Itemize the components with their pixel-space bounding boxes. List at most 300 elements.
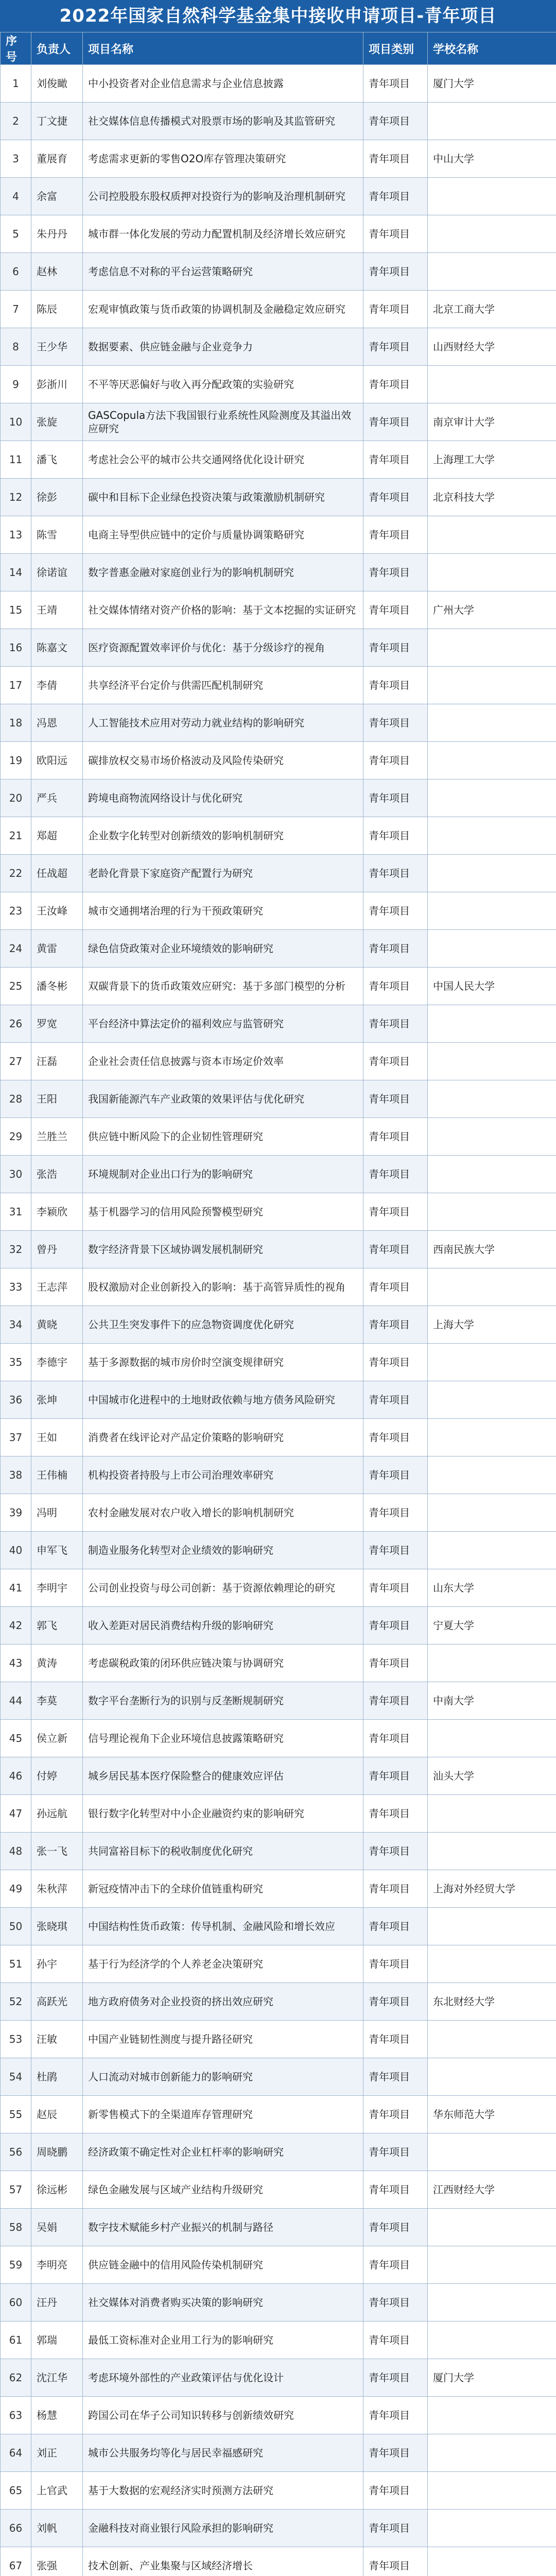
cell-person: 黄晓: [31, 1306, 83, 1344]
cell-title: 数字普惠金融对家庭创业行为的影响机制研究: [83, 554, 363, 591]
cell-school: 山东大学: [428, 1569, 556, 1607]
cell-category: 青年项目: [363, 1682, 428, 1720]
cell-no: 16: [1, 629, 31, 667]
cell-person: 潘冬彬: [31, 968, 83, 1005]
cell-title: 平台经济中算法定价的福利效应与监管研究: [83, 1005, 363, 1043]
table-row: [1, 1682, 556, 1720]
cell-category: 青年项目: [363, 968, 428, 1005]
cell-title: 环境规制对企业出口行为的影响研究: [83, 1156, 363, 1193]
table-row: [1, 1833, 556, 1870]
cell-title: 地方政府债务对企业投资的挤出效应研究: [83, 1983, 363, 2021]
cell-title: 新冠疫情冲击下的全球价值链重构研究: [83, 1870, 363, 1908]
table-row: [1, 140, 556, 178]
cell-title: 考虑社会公平的城市公共交通网络优化设计研究: [83, 441, 363, 479]
table-row: [1, 1532, 556, 1569]
table-row: [1, 1268, 556, 1306]
table-row: [1, 629, 556, 667]
cell-category: 青年项目: [363, 742, 428, 779]
cell-category: 青年项目: [363, 2321, 428, 2359]
cell-no: 43: [1, 1645, 31, 1682]
cell-person: 刘正: [31, 2434, 83, 2472]
cell-category: 青年项目: [363, 2510, 428, 2547]
cell-school: [428, 1381, 556, 1419]
cell-category: 青年项目: [363, 1231, 428, 1268]
cell-title: 供应链中断风险下的企业韧性管理研究: [83, 1118, 363, 1156]
cell-no: 54: [1, 2058, 31, 2096]
table-row: [1, 2246, 556, 2284]
cell-school: [428, 2547, 556, 2576]
cell-person: 李莫: [31, 1682, 83, 1720]
table-row: [1, 2434, 556, 2472]
cell-school: [428, 366, 556, 403]
cell-no: 38: [1, 1456, 31, 1494]
cell-no: 63: [1, 2397, 31, 2434]
cell-title: 人口流动对城市创新能力的影响研究: [83, 2058, 363, 2096]
cell-title: 供应链金融中的信用风险传染机制研究: [83, 2246, 363, 2284]
table-row: [1, 667, 556, 704]
cell-school: [428, 2321, 556, 2359]
cell-category: 青年项目: [363, 328, 428, 366]
cell-school: 中南大学: [428, 1682, 556, 1720]
cell-no: 57: [1, 2171, 31, 2209]
table-row: [1, 1607, 556, 1645]
table-row: [1, 1381, 556, 1419]
cell-title: 社交媒体信息传播模式对股票市场的影响及其监管研究: [83, 103, 363, 140]
cell-school: [428, 516, 556, 554]
cell-school: 山西财经大学: [428, 328, 556, 366]
cell-category: 青年项目: [363, 1569, 428, 1607]
cell-no: 9: [1, 366, 31, 403]
table-row: [1, 1193, 556, 1231]
cell-category: 青年项目: [363, 1005, 428, 1043]
cell-title: 机构投资者持股与上市公司治理效率研究: [83, 1456, 363, 1494]
cell-category: 青年项目: [363, 591, 428, 629]
cell-title: 数字经济背景下区域协调发展机制研究: [83, 1231, 363, 1268]
table-row: [1, 2321, 556, 2359]
table-row: [1, 892, 556, 930]
cell-person: 孙宇: [31, 1945, 83, 1983]
cell-school: [428, 554, 556, 591]
cell-no: 65: [1, 2472, 31, 2510]
cell-no: 28: [1, 1080, 31, 1118]
table-row: [1, 855, 556, 892]
cell-category: 青年项目: [363, 291, 428, 328]
cell-person: 曾丹: [31, 1231, 83, 1268]
cell-person: 王志萍: [31, 1268, 83, 1306]
table-row: [1, 1569, 556, 1607]
cell-person: 任战超: [31, 855, 83, 892]
cell-person: 郭瑞: [31, 2321, 83, 2359]
cell-person: 张旋: [31, 403, 83, 441]
cell-school: 广州大学: [428, 591, 556, 629]
cell-no: 50: [1, 1908, 31, 1945]
header-person: 负责人: [31, 32, 83, 65]
table-row: [1, 516, 556, 554]
cell-title: 基于行为经济学的个人养老金决策研究: [83, 1945, 363, 1983]
cell-school: [428, 1043, 556, 1080]
header-no: 序号: [1, 32, 31, 65]
cell-school: 华东师范大学: [428, 2096, 556, 2133]
cell-category: 青年项目: [363, 1983, 428, 2021]
cell-school: 上海对外经贸大学: [428, 1870, 556, 1908]
cell-title: GASCopula方法下我国银行业系统性风险测度及其溢出效应研究: [83, 403, 363, 441]
cell-category: 青年项目: [363, 1795, 428, 1833]
cell-title: 数字平台垄断行为的识别与反垄断规制研究: [83, 1682, 363, 1720]
cell-school: [428, 2133, 556, 2171]
cell-person: 徐远彬: [31, 2171, 83, 2209]
cell-no: 12: [1, 479, 31, 516]
cell-school: [428, 1193, 556, 1231]
cell-school: [428, 2397, 556, 2434]
cell-category: 青年项目: [363, 667, 428, 704]
cell-school: [428, 1833, 556, 1870]
cell-title: 股权激励对企业创新投入的影响：基于高管异质性的视角: [83, 1268, 363, 1306]
cell-person: 李明亮: [31, 2246, 83, 2284]
cell-no: 18: [1, 704, 31, 742]
cell-category: 青年项目: [363, 403, 428, 441]
cell-person: 兰胜兰: [31, 1118, 83, 1156]
cell-person: 杨慧: [31, 2397, 83, 2434]
cell-school: [428, 1344, 556, 1381]
cell-person: 冯明: [31, 1494, 83, 1532]
cell-school: [428, 215, 556, 253]
cell-no: 6: [1, 253, 31, 291]
cell-school: 南京审计大学: [428, 403, 556, 441]
cell-no: 35: [1, 1344, 31, 1381]
cell-no: 36: [1, 1381, 31, 1419]
cell-school: [428, 1156, 556, 1193]
cell-category: 青年项目: [363, 892, 428, 930]
cell-school: [428, 1494, 556, 1532]
cell-person: 李倩: [31, 667, 83, 704]
cell-no: 4: [1, 178, 31, 215]
cell-school: 厦门大学: [428, 65, 556, 103]
cell-title: 医疗资源配置效率评价与优化：基于分级诊疗的视角: [83, 629, 363, 667]
cell-title: 中国产业链韧性测度与提升路径研究: [83, 2021, 363, 2058]
table-row: [1, 817, 556, 855]
table-row: [1, 479, 556, 516]
cell-person: 欧阳远: [31, 742, 83, 779]
cell-category: 青年项目: [363, 817, 428, 855]
cell-category: 青年项目: [363, 2284, 428, 2321]
table-row: [1, 403, 556, 441]
cell-category: 青年项目: [363, 930, 428, 968]
cell-school: [428, 2510, 556, 2547]
cell-person: 杜鹃: [31, 2058, 83, 2096]
cell-category: 青年项目: [363, 1607, 428, 1645]
cell-category: 青年项目: [363, 2434, 428, 2472]
cell-no: 59: [1, 2246, 31, 2284]
cell-school: 北京工商大学: [428, 291, 556, 328]
cell-category: 青年项目: [363, 1494, 428, 1532]
cell-person: 朱丹丹: [31, 215, 83, 253]
cell-title: 技术创新、产业集聚与区域经济增长: [83, 2547, 363, 2576]
cell-category: 青年项目: [363, 2547, 428, 2576]
cell-person: 朱秋萍: [31, 1870, 83, 1908]
cell-person: 徐彭: [31, 479, 83, 516]
cell-person: 汪磊: [31, 1043, 83, 1080]
cell-person: 吴娟: [31, 2209, 83, 2246]
cell-category: 青年项目: [363, 253, 428, 291]
cell-person: 付婷: [31, 1757, 83, 1795]
cell-category: 青年项目: [363, 479, 428, 516]
cell-school: 宁夏大学: [428, 1607, 556, 1645]
cell-school: 上海大学: [428, 1306, 556, 1344]
cell-school: 北京科技大学: [428, 479, 556, 516]
cell-no: 46: [1, 1757, 31, 1795]
cell-person: 余富: [31, 178, 83, 215]
cell-no: 10: [1, 403, 31, 441]
table-row: [1, 1494, 556, 1532]
cell-person: 张浩: [31, 1156, 83, 1193]
cell-category: 青年项目: [363, 2397, 428, 2434]
cell-title: 考虑需求更新的零售O2O库存管理决策研究: [83, 140, 363, 178]
cell-school: [428, 1456, 556, 1494]
table-row: [1, 441, 556, 479]
cell-person: 张强: [31, 2547, 83, 2576]
table-row: [1, 2021, 556, 2058]
table-row: [1, 291, 556, 328]
cell-no: 55: [1, 2096, 31, 2133]
cell-category: 青年项目: [363, 2359, 428, 2397]
cell-no: 67: [1, 2547, 31, 2576]
cell-school: 江西财经大学: [428, 2171, 556, 2209]
cell-title: 公司创业投资与母公司创新：基于资源依赖理论的研究: [83, 1569, 363, 1607]
cell-category: 青年项目: [363, 1532, 428, 1569]
cell-no: 42: [1, 1607, 31, 1645]
cell-school: [428, 1118, 556, 1156]
cell-category: 青年项目: [363, 1193, 428, 1231]
cell-no: 24: [1, 930, 31, 968]
cell-person: 彭浙川: [31, 366, 83, 403]
table-row: [1, 2472, 556, 2510]
cell-title: 制造业服务化转型对企业绩效的影响研究: [83, 1532, 363, 1569]
table-row: [1, 2096, 556, 2133]
cell-person: 潘飞: [31, 441, 83, 479]
cell-no: 8: [1, 328, 31, 366]
cell-category: 青年项目: [363, 1833, 428, 1870]
cell-person: 周晓鹏: [31, 2133, 83, 2171]
header-school: 学校名称: [428, 32, 556, 65]
cell-category: 青年项目: [363, 1456, 428, 1494]
cell-category: 青年项目: [363, 1306, 428, 1344]
cell-title: 社交媒体对消费者购买决策的影响研究: [83, 2284, 363, 2321]
cell-person: 张一飞: [31, 1833, 83, 1870]
cell-school: [428, 742, 556, 779]
cell-category: 青年项目: [363, 1118, 428, 1156]
cell-person: 赵辰: [31, 2096, 83, 2133]
cell-no: 13: [1, 516, 31, 554]
table-row: [1, 65, 556, 103]
cell-school: [428, 1908, 556, 1945]
cell-no: 20: [1, 779, 31, 817]
header-category: 项目类别: [363, 32, 428, 65]
cell-category: 青年项目: [363, 2021, 428, 2058]
cell-category: 青年项目: [363, 140, 428, 178]
cell-category: 青年项目: [363, 704, 428, 742]
cell-school: [428, 1080, 556, 1118]
table-row: [1, 1419, 556, 1456]
cell-school: [428, 2058, 556, 2096]
cell-category: 青年项目: [363, 1720, 428, 1757]
cell-category: 青年项目: [363, 1757, 428, 1795]
table-row: [1, 1118, 556, 1156]
cell-no: 37: [1, 1419, 31, 1456]
cell-school: [428, 2209, 556, 2246]
table-row: [1, 591, 556, 629]
cell-person: 陈雪: [31, 516, 83, 554]
cell-school: [428, 930, 556, 968]
cell-person: 汪敏: [31, 2021, 83, 2058]
cell-no: 44: [1, 1682, 31, 1720]
cell-school: [428, 1532, 556, 1569]
table-row: [1, 1908, 556, 1945]
cell-category: 青年项目: [363, 1381, 428, 1419]
cell-category: 青年项目: [363, 2472, 428, 2510]
cell-person: 郑超: [31, 817, 83, 855]
cell-title: 我国新能源汽车产业政策的效果评估与优化研究: [83, 1080, 363, 1118]
cell-person: 王阳: [31, 1080, 83, 1118]
cell-no: 45: [1, 1720, 31, 1757]
cell-category: 青年项目: [363, 629, 428, 667]
cell-no: 53: [1, 2021, 31, 2058]
cell-title: 数据要素、供应链金融与企业竞争力: [83, 328, 363, 366]
cell-person: 陈辰: [31, 291, 83, 328]
table-row: [1, 1344, 556, 1381]
cell-title: 考虑信息不对称的平台运营策略研究: [83, 253, 363, 291]
cell-school: [428, 253, 556, 291]
cell-category: 青年项目: [363, 855, 428, 892]
cell-person: 汪丹: [31, 2284, 83, 2321]
table-row: [1, 1870, 556, 1908]
cell-no: 66: [1, 2510, 31, 2547]
cell-title: 数字技术赋能乡村产业振兴的机制与路径: [83, 2209, 363, 2246]
cell-title: 企业数字化转型对创新绩效的影响机制研究: [83, 817, 363, 855]
cell-no: 51: [1, 1945, 31, 1983]
cell-title: 新零售模式下的全渠道库存管理研究: [83, 2096, 363, 2133]
cell-person: 董展育: [31, 140, 83, 178]
table-row: [1, 178, 556, 215]
cell-school: [428, 1945, 556, 1983]
cell-category: 青年项目: [363, 779, 428, 817]
cell-person: 丁文捷: [31, 103, 83, 140]
cell-no: 49: [1, 1870, 31, 1908]
cell-category: 青年项目: [363, 1870, 428, 1908]
cell-no: 64: [1, 2434, 31, 2472]
cell-no: 52: [1, 1983, 31, 2021]
cell-person: 陈嘉文: [31, 629, 83, 667]
cell-person: 李德宇: [31, 1344, 83, 1381]
cell-title: 考虑环境外部性的产业政策评估与优化设计: [83, 2359, 363, 2397]
cell-no: 61: [1, 2321, 31, 2359]
table-row: [1, 2284, 556, 2321]
cell-no: 56: [1, 2133, 31, 2171]
cell-person: 王汝峰: [31, 892, 83, 930]
cell-title: 城市群一体化发展的劳动力配置机制及经济增长效应研究: [83, 215, 363, 253]
cell-title: 公司控股股东股权质押对投资行为的影响及治理机制研究: [83, 178, 363, 215]
cell-title: 城市公共服务均等化与居民幸福感研究: [83, 2434, 363, 2472]
cell-school: [428, 1720, 556, 1757]
cell-title: 基于多源数据的城市房价时空演变规律研究: [83, 1344, 363, 1381]
cell-title: 碳中和目标下企业绿色投资决策与政策激励机制研究: [83, 479, 363, 516]
cell-title: 消费者在线评论对产品定价策略的影响研究: [83, 1419, 363, 1456]
cell-title: 共享经济平台定价与供需匹配机制研究: [83, 667, 363, 704]
table-row: [1, 1231, 556, 1268]
cell-title: 双碳背景下的货币政策效应研究：基于多部门模型的分析: [83, 968, 363, 1005]
cell-no: 25: [1, 968, 31, 1005]
table-row: [1, 704, 556, 742]
cell-person: 赵林: [31, 253, 83, 291]
cell-category: 青年项目: [363, 2171, 428, 2209]
cell-category: 青年项目: [363, 2096, 428, 2133]
cell-no: 7: [1, 291, 31, 328]
cell-title: 经济政策不确定性对企业杠杆率的影响研究: [83, 2133, 363, 2171]
cell-title: 基于机器学习的信用风险预警模型研究: [83, 1193, 363, 1231]
cell-category: 青年项目: [363, 441, 428, 479]
cell-title: 电商主导型供应链中的定价与质量协调策略研究: [83, 516, 363, 554]
cell-person: 王少华: [31, 328, 83, 366]
cell-title: 城乡居民基本医疗保险整合的健康效应评估: [83, 1757, 363, 1795]
cell-title: 金融科技对商业银行风险承担的影响研究: [83, 2510, 363, 2547]
cell-category: 青年项目: [363, 2133, 428, 2171]
cell-category: 青年项目: [363, 1645, 428, 1682]
cell-category: 青年项目: [363, 1908, 428, 1945]
cell-school: [428, 1645, 556, 1682]
cell-person: 申军飞: [31, 1532, 83, 1569]
cell-title: 银行数字化转型对中小企业融资约束的影响研究: [83, 1795, 363, 1833]
cell-no: 31: [1, 1193, 31, 1231]
cell-school: [428, 779, 556, 817]
cell-school: 中国人民大学: [428, 968, 556, 1005]
cell-school: 上海理工大学: [428, 441, 556, 479]
table-row: [1, 930, 556, 968]
cell-school: [428, 667, 556, 704]
cell-category: 青年项目: [363, 516, 428, 554]
cell-category: 青年项目: [363, 2246, 428, 2284]
cell-category: 青年项目: [363, 65, 428, 103]
cell-person: 张坤: [31, 1381, 83, 1419]
cell-person: 李明宇: [31, 1569, 83, 1607]
cell-title: 公共卫生突发事件下的应急物资调度优化研究: [83, 1306, 363, 1344]
cell-person: 郭飞: [31, 1607, 83, 1645]
cell-school: 中山大学: [428, 140, 556, 178]
cell-no: 40: [1, 1532, 31, 1569]
cell-person: 冯恩: [31, 704, 83, 742]
cell-school: [428, 103, 556, 140]
cell-person: 上官武: [31, 2472, 83, 2510]
table-row: [1, 2510, 556, 2547]
cell-school: 东北财经大学: [428, 1983, 556, 2021]
cell-title: 共同富裕目标下的税收制度优化研究: [83, 1833, 363, 1870]
cell-no: 1: [1, 65, 31, 103]
table-row: [1, 253, 556, 291]
cell-title: 绿色金融发展与区域产业结构升级研究: [83, 2171, 363, 2209]
header-title: 项目名称: [83, 32, 363, 65]
cell-school: [428, 1419, 556, 1456]
table-header: [1, 32, 556, 65]
cell-no: 41: [1, 1569, 31, 1607]
cell-category: 青年项目: [363, 1419, 428, 1456]
cell-no: 3: [1, 140, 31, 178]
cell-school: [428, 629, 556, 667]
table-row: [1, 2397, 556, 2434]
cell-school: [428, 704, 556, 742]
cell-no: 58: [1, 2209, 31, 2246]
cell-person: 刘俊瞰: [31, 65, 83, 103]
cell-title: 人工智能技术应用对劳动力就业结构的影响研究: [83, 704, 363, 742]
table-row: [1, 103, 556, 140]
cell-category: 青年项目: [363, 2209, 428, 2246]
